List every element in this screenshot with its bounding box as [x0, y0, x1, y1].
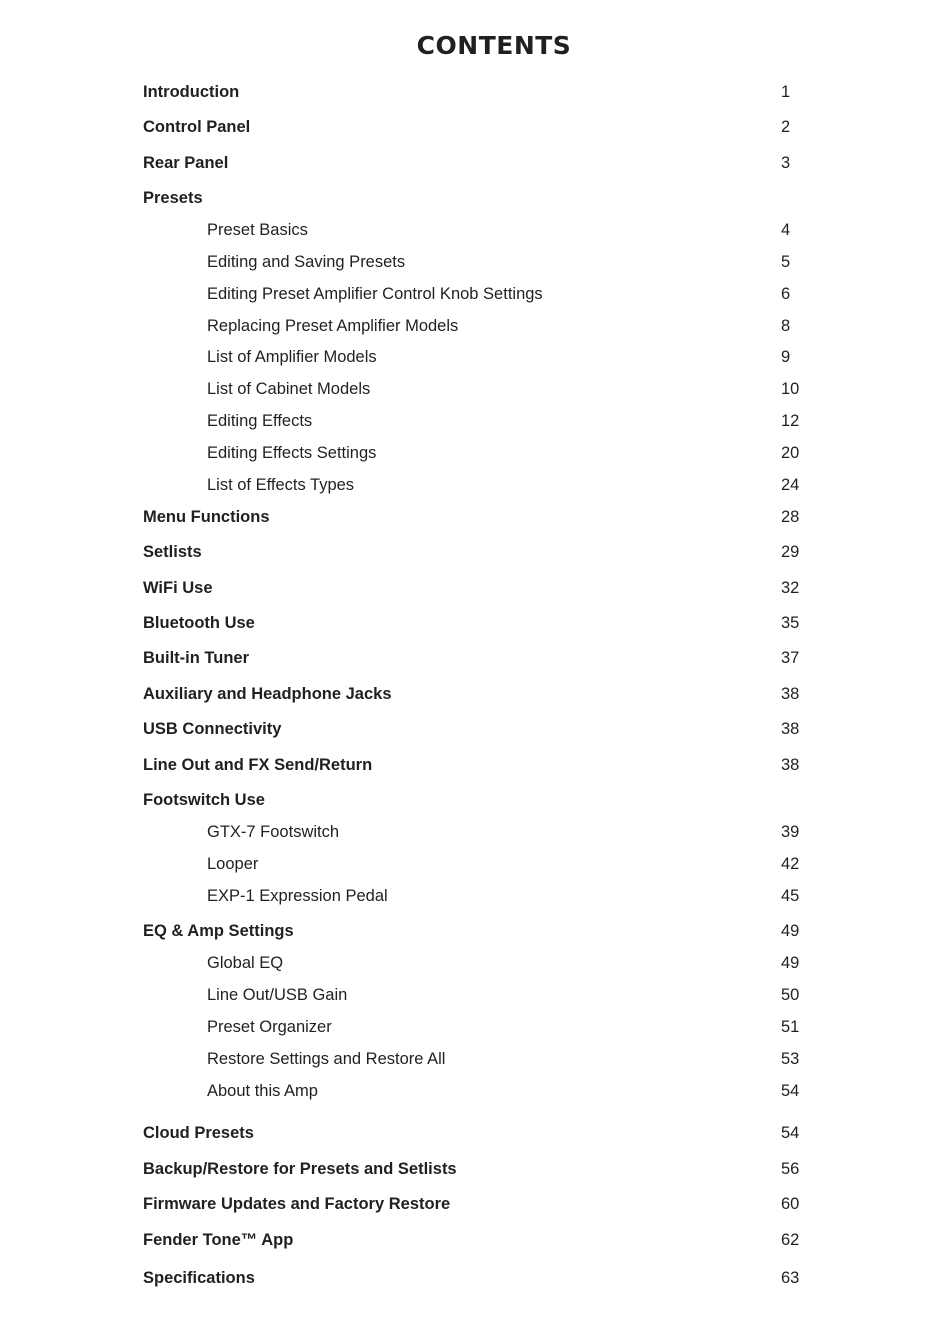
toc-entry-label: Bluetooth Use [143, 614, 255, 632]
toc-entry-page-number: 60 [781, 1195, 800, 1213]
toc-entry-label: List of Amplifier Models [207, 348, 377, 366]
toc-entry-label: About this Amp [207, 1082, 318, 1100]
toc-entry-page-number: 42 [781, 855, 800, 873]
toc-entry-page-number: 54 [781, 1082, 800, 1100]
toc-entry-page-number: 9 [781, 348, 791, 366]
toc-entry [0, 505, 936, 529]
toc-entry-label: WiFi Use [143, 579, 213, 597]
toc-entry-label: Restore Settings and Restore All [207, 1050, 446, 1068]
toc-entry-label: Introduction [143, 83, 240, 101]
toc-entry-page-number: 4 [781, 221, 791, 239]
toc-entry-page-number: 49 [781, 954, 800, 972]
toc-entry [0, 1121, 936, 1145]
toc-entry-page-number: 12 [781, 412, 800, 430]
toc-entry-label: Editing Effects Settings [207, 444, 377, 462]
toc-entry-page-number: 54 [781, 1124, 800, 1142]
toc-entry-label: USB Connectivity [143, 720, 282, 738]
toc-entry-label: EQ & Amp Settings [143, 922, 294, 940]
toc-entry [0, 983, 936, 1007]
toc-entry [0, 884, 936, 908]
toc-entry-label: Preset Basics [207, 221, 308, 239]
toc-entry-label: Preset Organizer [207, 1018, 332, 1036]
toc-entry [0, 1266, 936, 1290]
toc-entry-page-number: 32 [781, 579, 800, 597]
toc-entry [0, 919, 936, 943]
toc-entry-page-number: 8 [781, 317, 791, 335]
toc-entry-label: GTX-7 Footswitch [207, 823, 340, 841]
toc-entry [0, 1079, 936, 1103]
toc-entry-page-number: 28 [781, 508, 800, 526]
toc-entry [0, 473, 936, 497]
toc-entry [0, 540, 936, 564]
toc-entry-page-number: 10 [781, 380, 800, 398]
toc-entry [0, 314, 936, 338]
toc-entry-page-number: 49 [781, 922, 800, 940]
toc-entry [0, 951, 936, 975]
toc-entry-label: List of Cabinet Models [207, 380, 371, 398]
toc-entry [0, 441, 936, 465]
toc-entry-page-number: 51 [781, 1018, 800, 1036]
toc-entry-page-number: 20 [781, 444, 800, 462]
toc-entry [0, 250, 936, 274]
toc-entry-label: Built-in Tuner [143, 649, 250, 667]
toc-entry [0, 345, 936, 369]
toc-entry-page-number: 38 [781, 720, 800, 738]
toc-entry-label: Line Out/USB Gain [207, 986, 348, 1004]
toc-entry [0, 820, 936, 844]
toc-entry-page-number: 3 [781, 154, 791, 172]
toc-entry [0, 409, 936, 433]
toc-entry [0, 682, 936, 706]
toc-entry-page-number: 56 [781, 1160, 800, 1178]
toc-entry-label: Specifications [143, 1269, 255, 1287]
toc-entry [0, 377, 936, 401]
toc-entry-label: Editing Effects [207, 412, 313, 430]
toc-entry [0, 788, 936, 812]
toc-entry [0, 1228, 936, 1252]
toc-entry-page-number: 45 [781, 887, 800, 905]
toc-entry-page-number: 5 [781, 253, 791, 271]
toc-entry-label: Control Panel [143, 118, 251, 136]
toc-entry [0, 186, 936, 210]
toc-entry [0, 576, 936, 600]
toc-entry [0, 852, 936, 876]
toc-entry-label: Looper [207, 855, 259, 873]
toc-entry-page-number: 38 [781, 756, 800, 774]
toc-entry-page-number: 2 [781, 118, 791, 136]
toc-entry-page-number: 24 [781, 476, 800, 494]
toc-entry-page-number: 53 [781, 1050, 800, 1068]
toc-entry-label: EXP-1 Expression Pedal [207, 887, 388, 905]
toc-entry-label: Global EQ [207, 954, 284, 972]
toc-entry-page-number: 35 [781, 614, 800, 632]
toc-entry-label: Replacing Preset Amplifier Models [207, 317, 459, 335]
toc-entry [0, 1047, 936, 1071]
toc-entry [0, 1157, 936, 1181]
toc-entry [0, 151, 936, 175]
toc-entry-label: Cloud Presets [143, 1124, 254, 1142]
toc-entry [0, 218, 936, 242]
toc-entry [0, 646, 936, 670]
toc-entry [0, 1192, 936, 1216]
toc-entry-page-number: 37 [781, 649, 800, 667]
toc-entry [0, 717, 936, 741]
toc-entry-label: List of Effects Types [207, 476, 355, 494]
toc-entry-label: Auxiliary and Headphone Jacks [143, 685, 392, 703]
toc-entry-page-number: 38 [781, 685, 800, 703]
toc-entry-page-number: 39 [781, 823, 800, 841]
toc-entry-page-number: 50 [781, 986, 800, 1004]
toc-entry-label: Setlists [143, 543, 202, 561]
toc-entry-label: Backup/Restore for Presets and Setlists [143, 1160, 457, 1178]
toc-entry-label: Fender Tone™ App [143, 1231, 294, 1249]
toc-entry-page-number: 1 [781, 83, 791, 101]
toc-entry-page-number: 62 [781, 1231, 800, 1249]
toc-entry [0, 115, 936, 139]
toc-entry [0, 753, 936, 777]
toc-entry-label: Rear Panel [143, 154, 229, 172]
toc-entry-page-number: 29 [781, 543, 800, 561]
toc-entry-page-number: 6 [781, 285, 791, 303]
toc-entry-page-number: 63 [781, 1269, 800, 1287]
toc-entry-label: Editing and Saving Presets [207, 253, 406, 271]
toc-entry-label: Line Out and FX Send/Return [143, 756, 373, 774]
toc-entry-label: Menu Functions [143, 508, 270, 526]
toc-entry-label: Firmware Updates and Factory Restore [143, 1195, 451, 1213]
page-title: CONTENTS [416, 31, 572, 60]
toc-entry [0, 1015, 936, 1039]
toc-entry-label: Footswitch Use [143, 791, 265, 809]
toc-entry [0, 611, 936, 635]
toc-entry-label: Editing Preset Amplifier Control Knob Settings [207, 285, 543, 303]
toc-entry-label: Presets [143, 189, 203, 207]
toc-entry [0, 80, 936, 104]
toc-entry [0, 282, 936, 306]
